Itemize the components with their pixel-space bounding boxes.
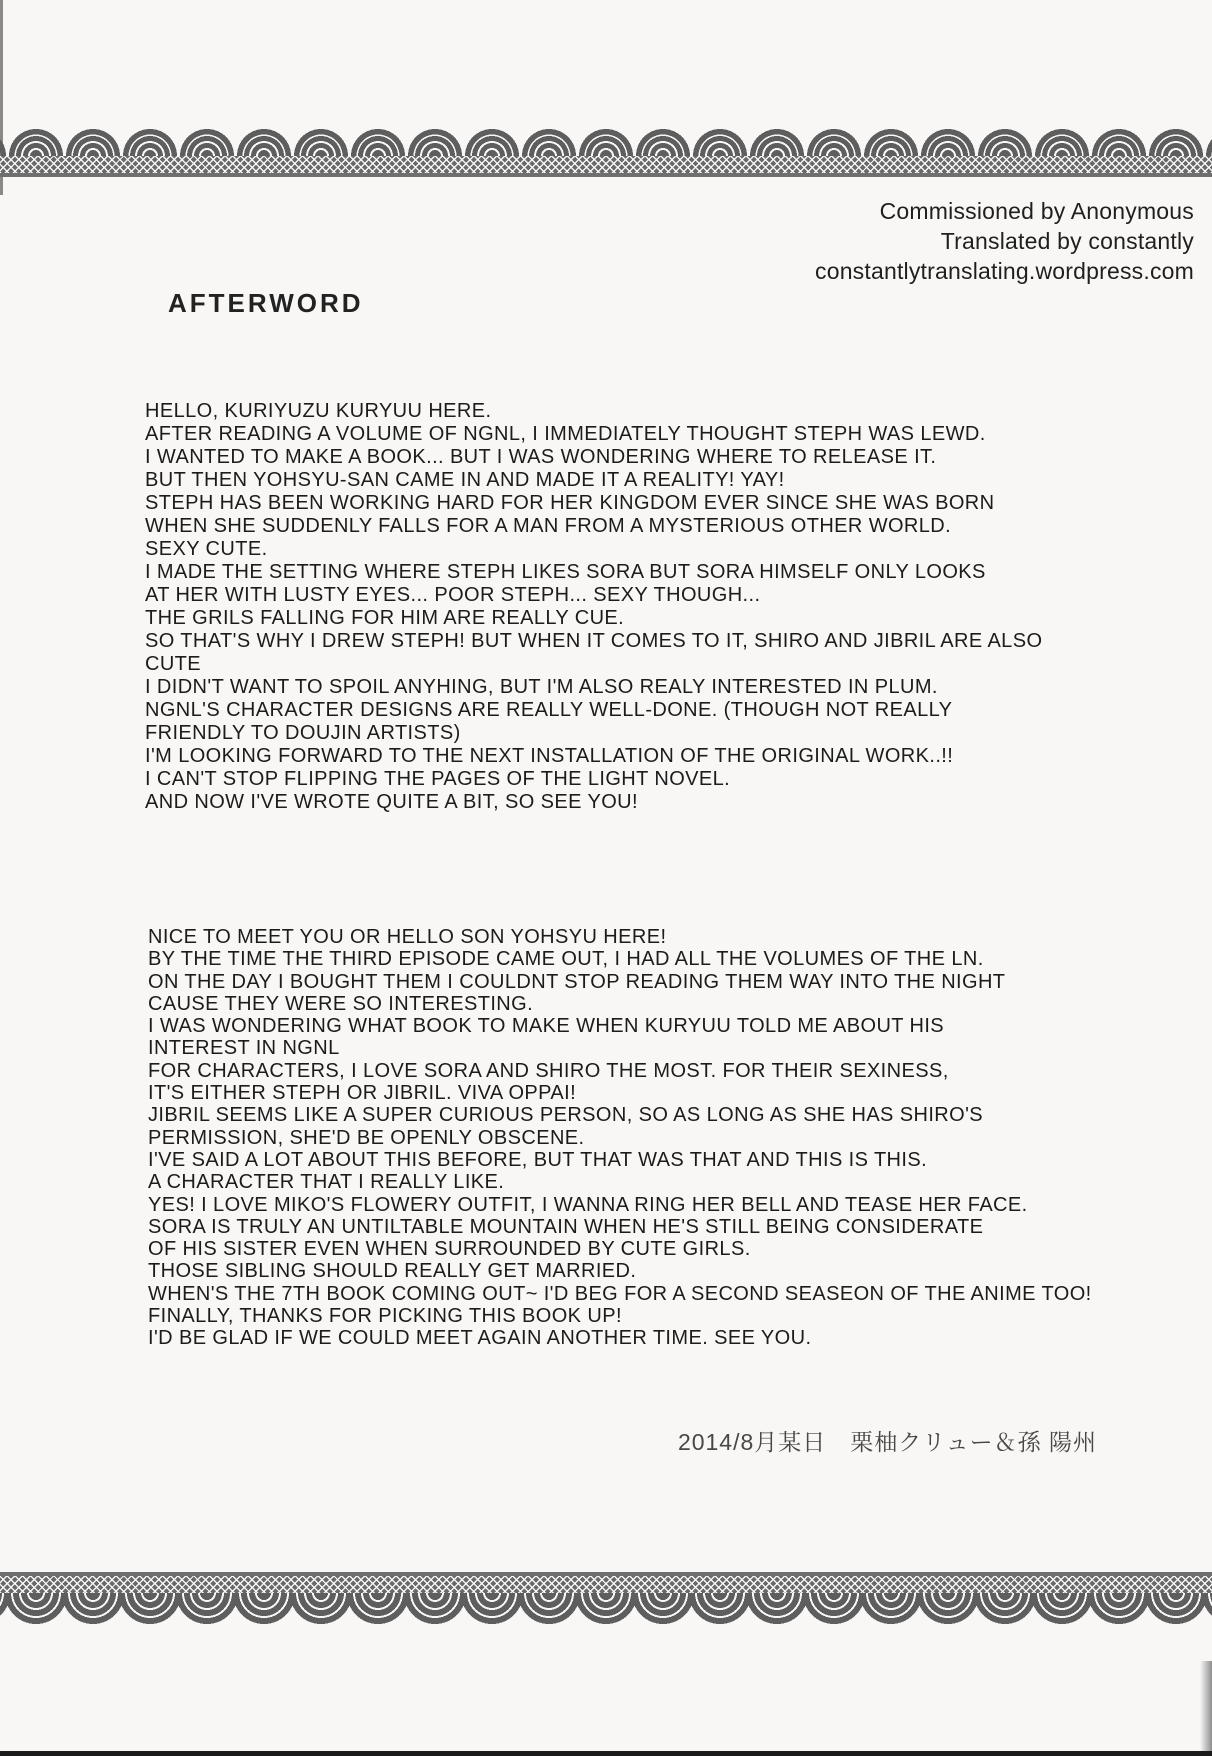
text-line: WHEN'S THE 7TH BOOK COMING OUT~ I'D BEG FOR A SECOND SEASEON OF THE ANIME TOO! xyxy=(148,1282,1092,1305)
text-line: AT HER WITH LUSTY EYES... POOR STEPH... SEXY THOUGH... xyxy=(145,584,761,606)
afterword-title: AFTERWORD xyxy=(168,288,364,318)
top-lace-border xyxy=(0,128,1212,177)
text-line: I DIDN'T WANT TO SPOIL ANYHING, BUT I'M ALSO REALY INTERESTED IN PLUM. xyxy=(145,676,938,698)
text-line: SEXY CUTE. xyxy=(145,538,268,560)
text-line: CAUSE THEY WERE SO INTERESTING. xyxy=(148,992,534,1015)
text-line: FRIENDLY TO DOUJIN ARTISTS) xyxy=(145,722,461,744)
scan-smudge xyxy=(1200,1661,1212,1751)
text-line: AND NOW I'VE WROTE QUITE A BIT, SO SEE YOU! xyxy=(145,791,638,813)
date-signature: 2014/8月某日 栗柚クリュー＆孫 陽州 xyxy=(677,1429,1097,1455)
text-line: A CHARACTER THAT I REALLY LIKE. xyxy=(148,1171,505,1194)
lace-mesh-band xyxy=(0,156,1212,173)
text-line: HELLO, KURIYUZU KURYUU HERE. xyxy=(145,400,492,422)
afterword-kuryuu-paragraph xyxy=(145,400,1042,814)
text-line: YES! I LOVE MIKO'S FLOWERY OUTFIT, I WANNA RING HER BELL AND TEASE HER FACE. xyxy=(148,1193,1028,1216)
text-line: BY THE TIME THE THIRD EPISODE CAME OUT, I HAD ALL THE VOLUMES OF THE LN. xyxy=(148,948,984,971)
text-line: BUT THEN YOHSYU-SAN CAME IN AND MADE IT A REALITY! YAY! xyxy=(145,469,785,491)
text-line: STEPH HAS BEEN WORKING HARD FOR HER KINGDOM EVER SINCE SHE WAS BORN xyxy=(145,492,995,514)
text-line: INTEREST IN NGNL xyxy=(148,1037,340,1060)
credit-line: Translated by constantly xyxy=(940,228,1194,254)
text-line: NGNL'S CHARACTER DESIGNS ARE REALLY WELL-DONE. (THOUGH NOT REALLY xyxy=(145,699,953,721)
text-line: CUTE xyxy=(145,653,202,675)
lace-rule-line xyxy=(0,173,1212,177)
text-line: IT'S EITHER STEPH OR JIBRIL. VIVA OPPAI! xyxy=(148,1082,577,1105)
text-line: I'VE SAID A LOT ABOUT THIS BEFORE, BUT THAT WAS THAT AND THIS IS THIS. xyxy=(148,1148,928,1171)
text-line: THE GRILS FALLING FOR HIM ARE REALLY CUE. xyxy=(145,607,625,629)
text-line: I WAS WONDERING WHAT BOOK TO MAKE WHEN KURYUU TOLD ME ABOUT HIS xyxy=(148,1015,945,1038)
text-line: SO THAT'S WHY I DREW STEPH! BUT WHEN IT COMES TO IT, SHIRO AND JIBRIL ARE ALSO xyxy=(145,630,1043,652)
text-line: WHEN SHE SUDDENLY FALLS FOR A MAN FROM A MYSTERIOUS OTHER WORLD. xyxy=(145,515,952,537)
text-line: AFTER READING A VOLUME OF NGNL, I IMMEDIATELY THOUGHT STEPH WAS LEWD. xyxy=(145,423,986,445)
lace-mesh-band xyxy=(0,1576,1212,1593)
text-line: I'D BE GLAD IF WE COULD MEET AGAIN ANOTHER TIME. SEE YOU. xyxy=(148,1327,812,1350)
text-line: I MADE THE SETTING WHERE STEPH LIKES SORA BUT SORA HIMSELF ONLY LOOKS xyxy=(145,561,986,583)
credit-line: Commissioned by Anonymous xyxy=(879,198,1194,224)
text-line: SORA IS TRULY AN UNTILTABLE MOUNTAIN WHEN HE'S STILL BEING CONSIDERATE xyxy=(148,1215,984,1238)
text-line: PERMISSION, SHE'D BE OPENLY OBSCENE. xyxy=(148,1126,585,1149)
scan-edge-bottom xyxy=(0,1751,1212,1756)
text-line: I CAN'T STOP FLIPPING THE PAGES OF THE LIGHT NOVEL. xyxy=(145,768,731,790)
text-line: I'M LOOKING FORWARD TO THE NEXT INSTALLATION OF THE ORIGINAL WORK..!! xyxy=(145,745,954,767)
bottom-lace-border xyxy=(0,1572,1212,1626)
afterword-yohsyu-paragraph xyxy=(148,926,1092,1350)
text-line: FINALLY, THANKS FOR PICKING THIS BOOK UP! xyxy=(148,1305,622,1328)
lace-scallop-row xyxy=(0,128,1212,156)
text-line: I WANTED TO MAKE A BOOK... BUT I WAS WONDERING WHERE TO RELEASE IT. xyxy=(145,446,937,468)
lace-scallop-row xyxy=(0,1593,1212,1626)
text-line: JIBRIL SEEMS LIKE A SUPER CURIOUS PERSON, SO AS LONG AS SHE HAS SHIRO'S xyxy=(148,1104,984,1127)
text-line: OF HIS SISTER EVEN WHEN SURROUNDED BY CUTE GIRLS. xyxy=(148,1238,751,1261)
text-line: FOR CHARACTERS, I LOVE SORA AND SHIRO THE MOST. FOR THEIR SEXINESS, xyxy=(148,1059,949,1082)
translation-credits xyxy=(815,196,1194,286)
text-line: NICE TO MEET YOU OR HELLO SON YOHSYU HERE! xyxy=(148,926,667,948)
credit-line: constantlytranslating.wordpress.com xyxy=(815,258,1194,284)
text-line: THOSE SIBLING SHOULD REALLY GET MARRIED. xyxy=(148,1260,637,1283)
text-line: ON THE DAY I BOUGHT THEM I COULDNT STOP READING THEM WAY INTO THE NIGHT xyxy=(148,970,1006,993)
